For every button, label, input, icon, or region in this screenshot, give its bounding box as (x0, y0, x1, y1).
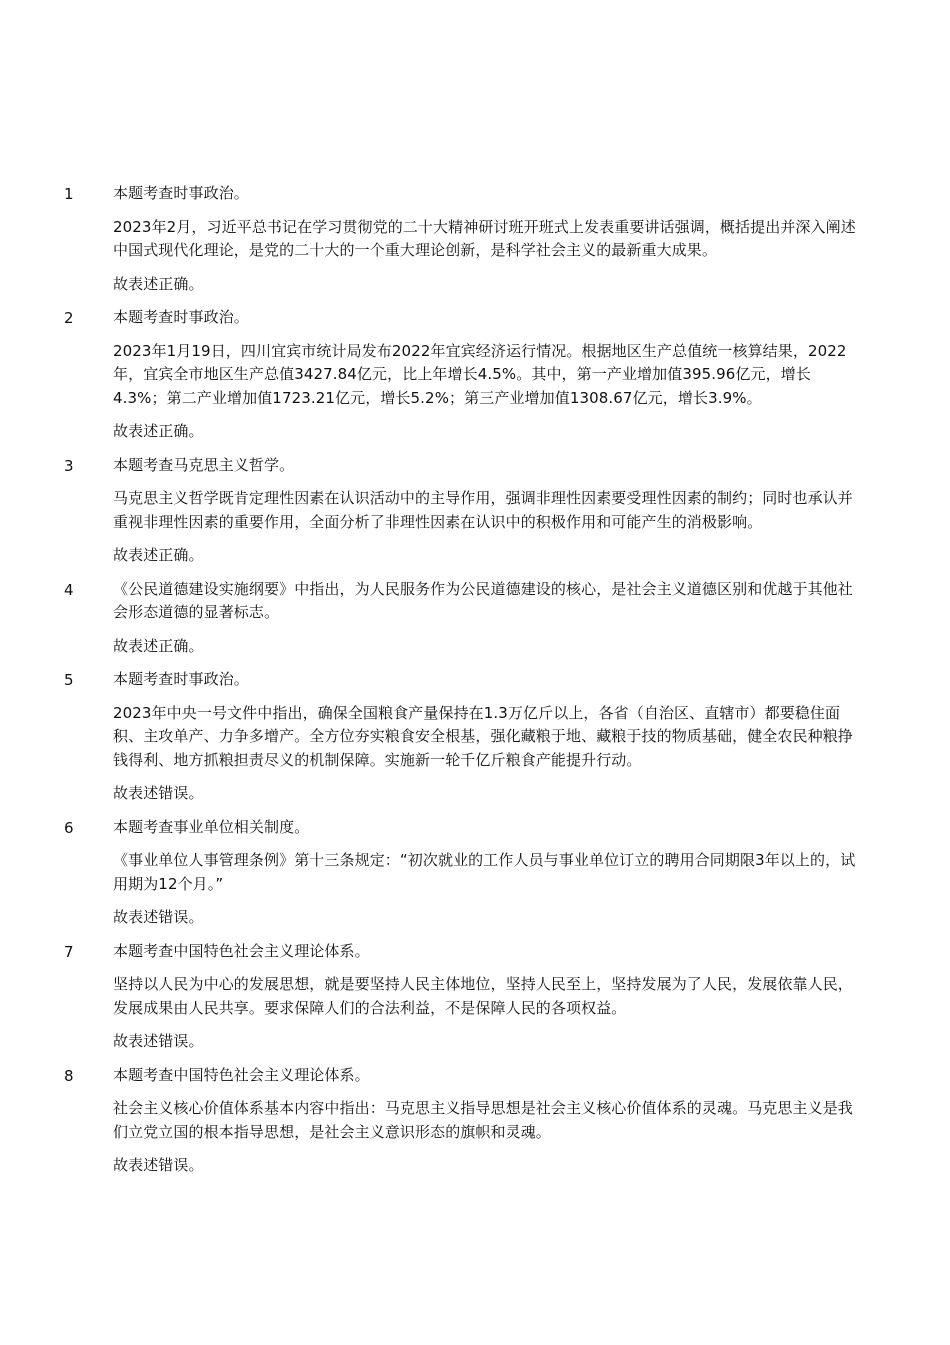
item-heading: 《公民道德建设实施纲要》中指出，为人民服务作为公民道德建设的核心，是社会主义道德区别和优越于其他社会形态道德的显著标志。 (113, 579, 853, 621)
answer-item-6 (64, 816, 864, 930)
item-body: 2023年中央一号文件中指出，确保全国粮食产量保持在1.3万亿斤以上，各省（自治区、直辖市）都要稳住面积、主攻单产、力争多增产。全方位夯实粮食安全根基，强化藏粮于地、藏粮于技的物质基础，健全农民种粮挣钱得利、地方抓粮担责尽义的机制保障。实施新一轮千亿斤粮食产能提升行动。 (113, 703, 853, 769)
answer-item-8 (64, 1064, 864, 1178)
item-number: 5 (64, 671, 74, 689)
item-body: 《事业单位人事管理条例》第十三条规定：“初次就业的工作人员与事业单位订立的聘用合同期限3年以上的，试用期为12个月。” (113, 851, 856, 893)
item-conclusion: 故表述错误。 (113, 908, 204, 926)
item-conclusion: 故表述错误。 (113, 1032, 204, 1050)
item-body: 坚持以人民为中心的发展思想，就是要坚持人民主体地位，坚持人民至上，坚持发展为了人民，发展依靠人民，发展成果由人民共享。要求保障人们的合法利益，不是保障人民的各项权益。 (113, 975, 853, 1017)
item-conclusion: 故表述正确。 (113, 546, 204, 564)
item-heading: 本题考查马克思主义哲学。 (113, 455, 295, 474)
item-number: 4 (64, 580, 74, 599)
item-heading: 本题考查事业单位相关制度。 (113, 817, 310, 836)
item-heading: 本题考查时事政治。 (113, 670, 249, 688)
answer-item-3 (64, 454, 864, 568)
item-number: 1 (64, 185, 74, 203)
item-heading: 本题考查时事政治。 (113, 308, 249, 326)
item-conclusion: 故表述错误。 (113, 784, 204, 802)
item-heading: 本题考查中国特色社会主义理论体系。 (113, 941, 370, 960)
item-conclusion: 故表述正确。 (113, 422, 204, 440)
item-conclusion: 故表述正确。 (113, 274, 204, 293)
item-number: 7 (64, 942, 74, 961)
item-body: 社会主义核心价值体系基本内容中指出：马克思主义指导思想是社会主义核心价值体系的灵魂。马克思主义是我们立党立国的根本指导思想，是社会主义意识形态的旗帜和灵魂。 (113, 1099, 853, 1141)
item-conclusion: 故表述正确。 (113, 636, 204, 655)
answer-item-2 (64, 306, 864, 444)
item-body: 2023年1月19日，四川宜宾市统计局发布2022年宜宾经济运行情况。根据地区生产总值统一核算结果，2022年，宜宾全市地区生产总值3427.84亿元，比上年增长4.5%。其中，第一产业增加值395.96亿元，增长4.3%；第二产业增加值1723.21亿元，增长5.2%；第三产业增加值1308.67亿元，增长3.9%。 (113, 341, 847, 407)
item-body: 马克思主义哲学既肯定理性因素在认识活动中的主导作用，强调非理性因素要受理性因素的制约；同时也承认并重视非理性因素的重要作用，全面分析了非理性因素在认识中的积极作用和可能产生的消极影响。 (113, 489, 853, 531)
item-number: 3 (64, 456, 74, 475)
item-number: 2 (64, 309, 74, 327)
answer-item-5 (64, 668, 864, 806)
item-body: 2023年2月，习近平总书记在学习贯彻党的二十大精神研讨班开班式上发表重要讲话强调，概括提出并深入阐述中国式现代化理论，是党的二十大的一个重大理论创新，是科学社会主义的最新重大成果。 (113, 217, 856, 259)
answer-list (64, 182, 864, 1188)
answer-item-7 (64, 940, 864, 1054)
item-heading: 本题考查中国特色社会主义理论体系。 (113, 1065, 370, 1084)
answer-item-1 (64, 182, 864, 296)
item-number: 6 (64, 818, 74, 837)
item-number: 8 (64, 1066, 74, 1085)
answer-item-4 (64, 578, 864, 659)
item-heading: 本题考查时事政治。 (113, 184, 249, 202)
item-conclusion: 故表述错误。 (113, 1156, 204, 1174)
